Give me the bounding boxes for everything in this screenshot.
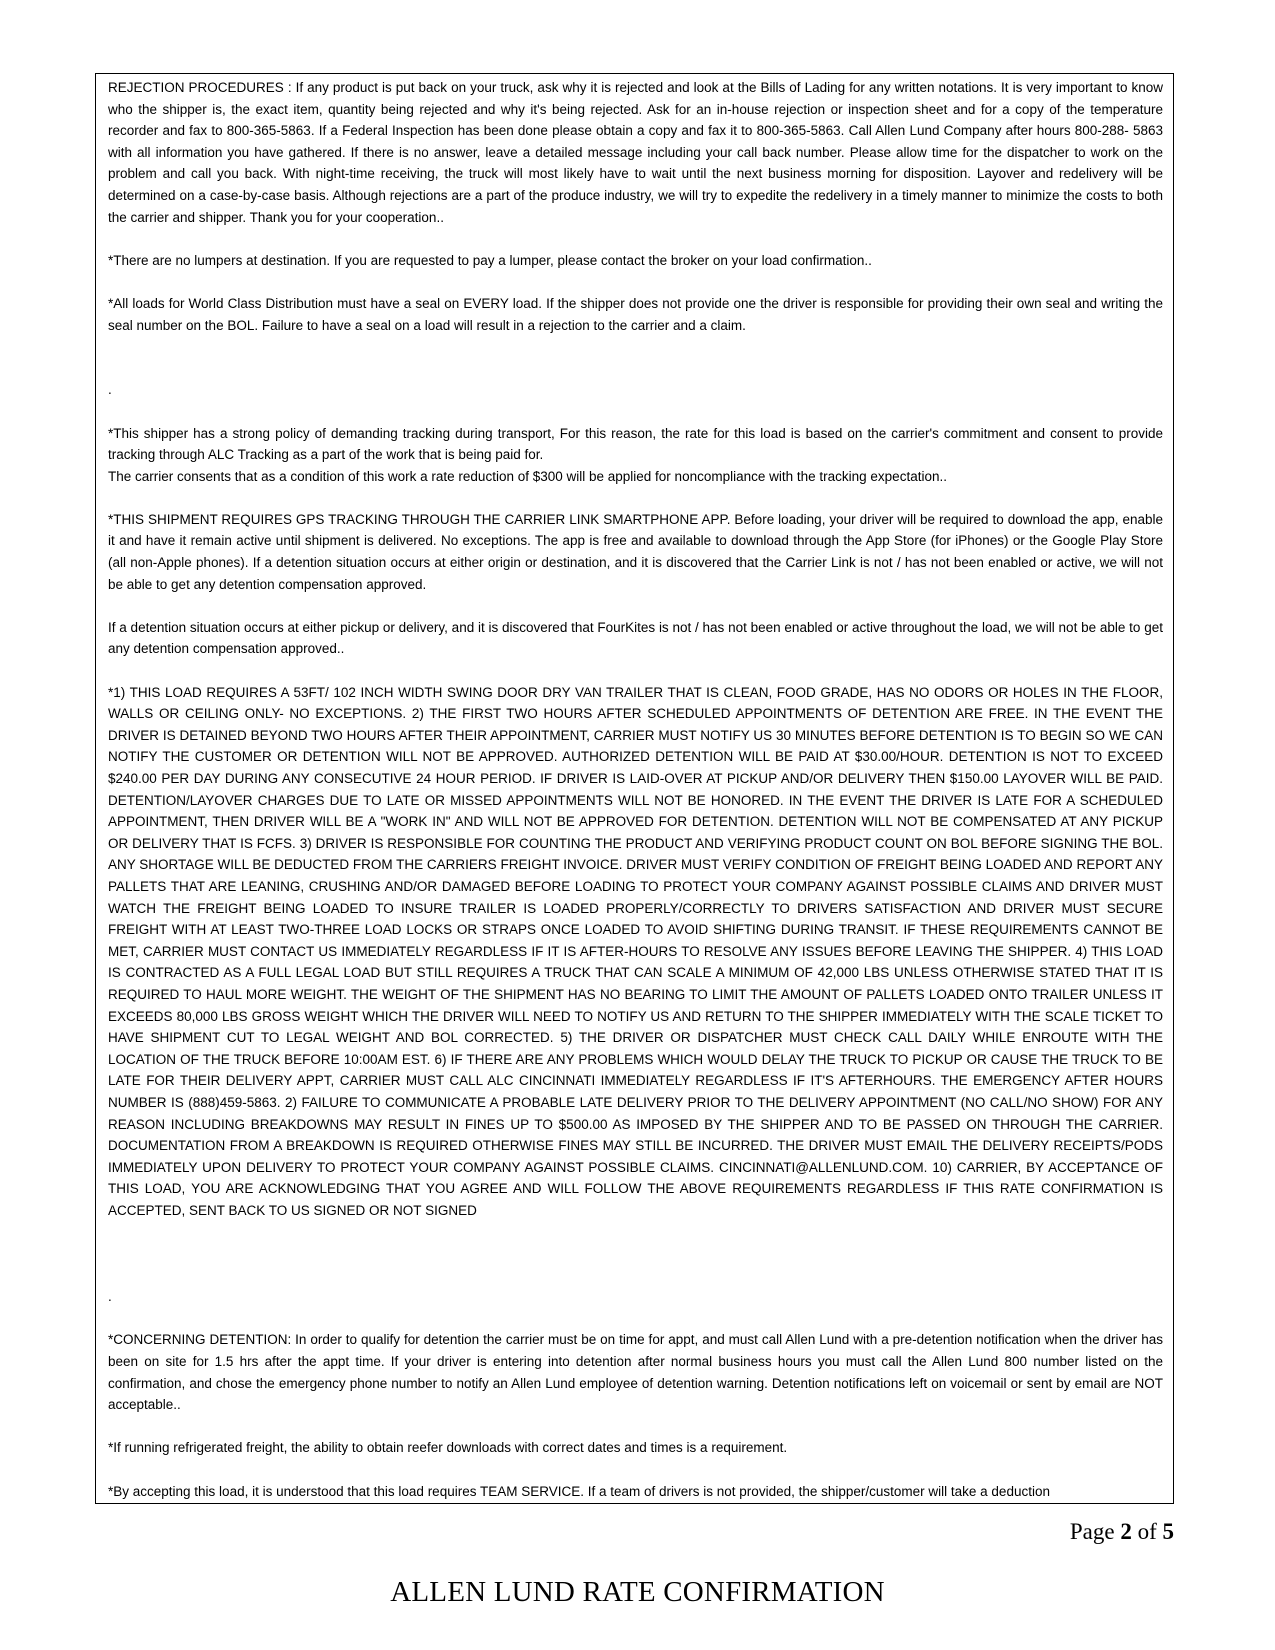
page-total: 5 [1162, 1519, 1174, 1544]
tracking-policy-block [108, 423, 1163, 488]
tracking-penalty-paragraph: The carrier consents that as a condition of this work a rate reduction of $300 will be applied for noncompliance with the tracking expectation.. [108, 468, 947, 484]
spacer [108, 358, 1163, 380]
spacer [108, 1221, 1163, 1286]
dot-separator: . [108, 382, 112, 398]
page-current: 2 [1120, 1519, 1132, 1544]
seal-paragraph: *All loads for World Class Distribution must have a seal on EVERY load. If the shipper does not provide one the driver is responsible for providing their own seal and writing the seal number on the BOL. Failure to have a seal on a load will result in a rejection to the carrier and a claim. [108, 295, 1163, 333]
detention-paragraph: *CONCERNING DETENTION: In order to qualify for detention the carrier must be on time for appt, and must call Allen Lund with a pre-detention notification when the driver has been on site for 1.5 hrs after the appt time. If your driver is entering into detention after normal business hours you must call the Allen Lund 800 number listed on the confirmation, and chose the emergency phone number to notify an Allen Lund employee of detention warning. Detention notifications left on voicemail or sent by email are NOT acceptable.. [108, 1332, 1163, 1413]
tracking-policy-paragraph: *This shipper has a strong policy of demanding tracking during transport, For this reason, the rate for this load is based on the carrier's commitment and consent to provide tracking through ALC Tracking as a part of the work that is being paid for. [108, 425, 1163, 463]
page-number [1070, 1519, 1174, 1545]
reefer-paragraph: *If running refrigerated freight, the ability to obtain reefer downloads with correct dates and times is a requirement. [108, 1440, 788, 1456]
terms-box [95, 73, 1174, 1504]
rejection-procedures-paragraph: REJECTION PROCEDURES : If any product is put back on your truck, ask why it is rejected and look at the Bills of Lading for any written notations. It is very important to know who the shipper is, the exact item, quantity being rejected and why it's being rejected. Ask for an in-house rejection or inspection sheet and for a copy of the temperature recorder and fax to 800-365-5863. If a Federal Inspection has been done please obtain a copy and fax it to 800-365-5863. Call Allen Lund Company after hours 800-288- 5863 with all information you have gathered. If there is no answer, leave a detailed message including your call back number. Please allow time for the dispatcher to work on the problem and call you back. With night-time receiving, the truck will most likely have to wait until the next business morning for disposition. Layover and redelivery will be determined on a case-by-case basis. Although rejections are a part of the produce industry, we will try to expedite the redelivery in a timely manner to minimize the costs to both the carrier and shipper. Thank you for your cooperation.. [108, 80, 1163, 225]
fourkites-paragraph: If a detention situation occurs at either pickup or delivery, and it is discovered that FourKites is not / has not been enabled or active throughout the load, we will not be able to get any detention compensation approved.. [108, 619, 1163, 657]
gps-tracking-paragraph: *THIS SHIPMENT REQUIRES GPS TRACKING THROUGH THE CARRIER LINK SMARTPHONE APP. Before loading, your driver will be required to download the app, enable it and have it remain active until shipment is delivered. No exceptions. The app is free and available to download through the App Store (for iPhones) or the Google Play Store (all non-Apple phones). If a detention situation occurs at either origin or destination, and it is discovered that the Carrier Link is not / has not been enabled or active, we will not be able to get any detention compensation approved. [108, 511, 1163, 592]
lumpers-paragraph: *There are no lumpers at destination. If you are requested to pay a lumper, please contact the broker on your load confirmation.. [108, 252, 872, 268]
page-of: of [1131, 1519, 1163, 1544]
dot-separator: . [108, 1289, 112, 1305]
document-title: ALLEN LUND RATE CONFIRMATION [390, 1576, 885, 1608]
page-prefix: Page [1069, 1519, 1121, 1544]
load-requirements-paragraph: *1) THIS LOAD REQUIRES A 53FT/ 102 INCH WIDTH SWING DOOR DRY VAN TRAILER THAT IS CLEAN, FOOD GRADE, HAS NO ODORS OR HOLES IN THE FLOOR, WALLS OR CEILING ONLY- NO EXCEPTIONS. 2) THE FIRST TWO HOURS AFTER SCHEDULED APPOINTMENTS OF DETENTION ARE FREE. IN THE EVENT THE DRIVER IS DETAINED BEYOND TWO HOURS AFTER THEIR APPOINTMENT, CARRIER MUST NOTIFY US 30 MINUTES BEFORE DETENTION IS TO BEGIN SO WE CAN NOTIFY THE CUSTOMER OR DETENTION WILL NOT BE APPROVED. AUTHORIZED DETENTION WILL BE PAID AT $30.00/HOUR. DETENTION IS NOT TO EXCEED $240.00 PER DAY DURING ANY CONSECUTIVE 24 HOUR PERIOD. IF DRIVER IS LAID-OVER AT PICKUP AND/OR DELIVERY THEN $150.00 LAYOVER WILL BE PAID. DETENTION/LAYOVER CHARGES DUE TO LATE OR MISSED APPOINTMENTS WILL NOT BE HONORED. IN THE EVENT THE DRIVER IS LATE FOR A SCHEDULED APPOINTMENT, THEN DRIVER WILL BE A "WORK IN" AND WILL NOT BE APPROVED FOR DETENTION. DETENTION WILL NOT BE COMPENSATED AT ANY PICKUP OR DELIVERY THAT IS FCFS. 3) DRIVER IS RESPONSIBLE FOR COUNTING THE PRODUCT AND VERIFYING PRODUCT COUNT ON BOL BEFORE SIGNING THE BOL. ANY SHORTAGE WILL BE DEDUCTED FROM THE CARRIERS FREIGHT INVOICE. DRIVER MUST VERIFY CONDITION OF FREIGHT BEING LOADED AND REPORT ANY PALLETS THAT ARE LEANING, CRUSHING AND/OR DAMAGED BEFORE LOADING TO PROTECT YOUR COMPANY AGAINST POSSIBLE CLAIMS AND DRIVER MUST WATCH THE FREIGHT BEING LOADED TO INSURE TRAILER IS LOADED PROPERLY/CORRECTLY TO DRIVERS SATISFACTION AND DRIVER MUST SECURE FREIGHT WITH AT LEAST TWO-THREE LOAD LOCKS OR STRAPS ONCE LOADED TO AVOID SHIFTING DURING TRANSIT. IF THESE REQUIREMENTS CANNOT BE MET, CARRIER MUST CONTACT US IMMEDIATELY REGARDLESS IF IT IS AFTER-HOURS TO RESOLVE ANY ISSUES BEFORE LEAVING THE SHIPPER. 4) THIS LOAD IS CONTRACTED AS A FULL LEGAL LOAD BUT STILL REQUIRES A TRUCK THAT CAN SCALE A MINIMUM OF 42,000 LBS UNLESS OTHERWISE STATED THAT IT IS REQUIRED TO HAUL MORE WEIGHT. THE WEIGHT OF THE SHIPMENT HAS NO BEARING TO LIMIT THE AMOUNT OF PALLETS LOADED ONTO TRAILER UNLESS IT EXCEEDS 80,000 LBS GROSS WEIGHT WHICH THE DRIVER WILL NEED TO NOTIFY US AND RETURN TO THE SHIPPER IMMEDIATELY WITH THE SCALE TICKET TO HAVE SHIPMENT CUT TO LEGAL WEIGHT AND BOL CORRECTED. 5) THE DRIVER OR DISPATCHER MUST CHECK CALL DAILY WHILE ENROUTE WITH THE LOCATION OF THE TRUCK BEFORE 10:00AM EST. 6) IF THERE ARE ANY PROBLEMS WHICH WOULD DELAY THE TRUCK TO PICKUP OR CAUSE THE TRUCK TO BE LATE FOR THEIR DELIVERY APPT, CARRIER MUST CALL ALC CINCINNATI IMMEDIATELY REGARDLESS IF IT'S AFTERHOURS. THE EMERGENCY AFTER HOURS NUMBER IS (888)459-5863. 2) FAILURE TO COMMUNICATE A PROBABLE LATE DELIVERY PRIOR TO THE DELIVERY APPOINTMENT (NO CALL/NO SHOW) FOR ANY REASON INCLUDING BREAKDOWNS MAY RESULT IN FINES UP TO $500.00 AS IMPOSED BY THE SHIPPER AND TO BE PASSED ON THROUGH THE CARRIER. DOCUMENTATION FROM A BREAKDOWN IS REQUIRED OTHERWISE FINES MAY STILL BE INCURRED. THE DRIVER MUST EMAIL THE DELIVERY RECEIPTS/PODS IMMEDIATELY UPON DELIVERY TO PROTECT YOUR COMPANY AGAINST POSSIBLE CLAIMS. CINCINNATI@ALLENLUND.COM. 10) CARRIER, BY ACCEPTANCE OF THIS LOAD, YOU ARE ACKNOWLEDGING THAT YOU AGREE AND WILL FOLLOW THE ABOVE REQUIREMENTS REGARDLESS IF THIS RATE CONFIRMATION IS ACCEPTED, SENT BACK TO US SIGNED OR NOT SIGNED [108, 684, 1163, 1218]
team-service-paragraph: *By accepting this load, it is understood that this load requires TEAM SERVICE. If a team of drivers is not provided, the shipper/customer will take a deduction [108, 1483, 1050, 1499]
